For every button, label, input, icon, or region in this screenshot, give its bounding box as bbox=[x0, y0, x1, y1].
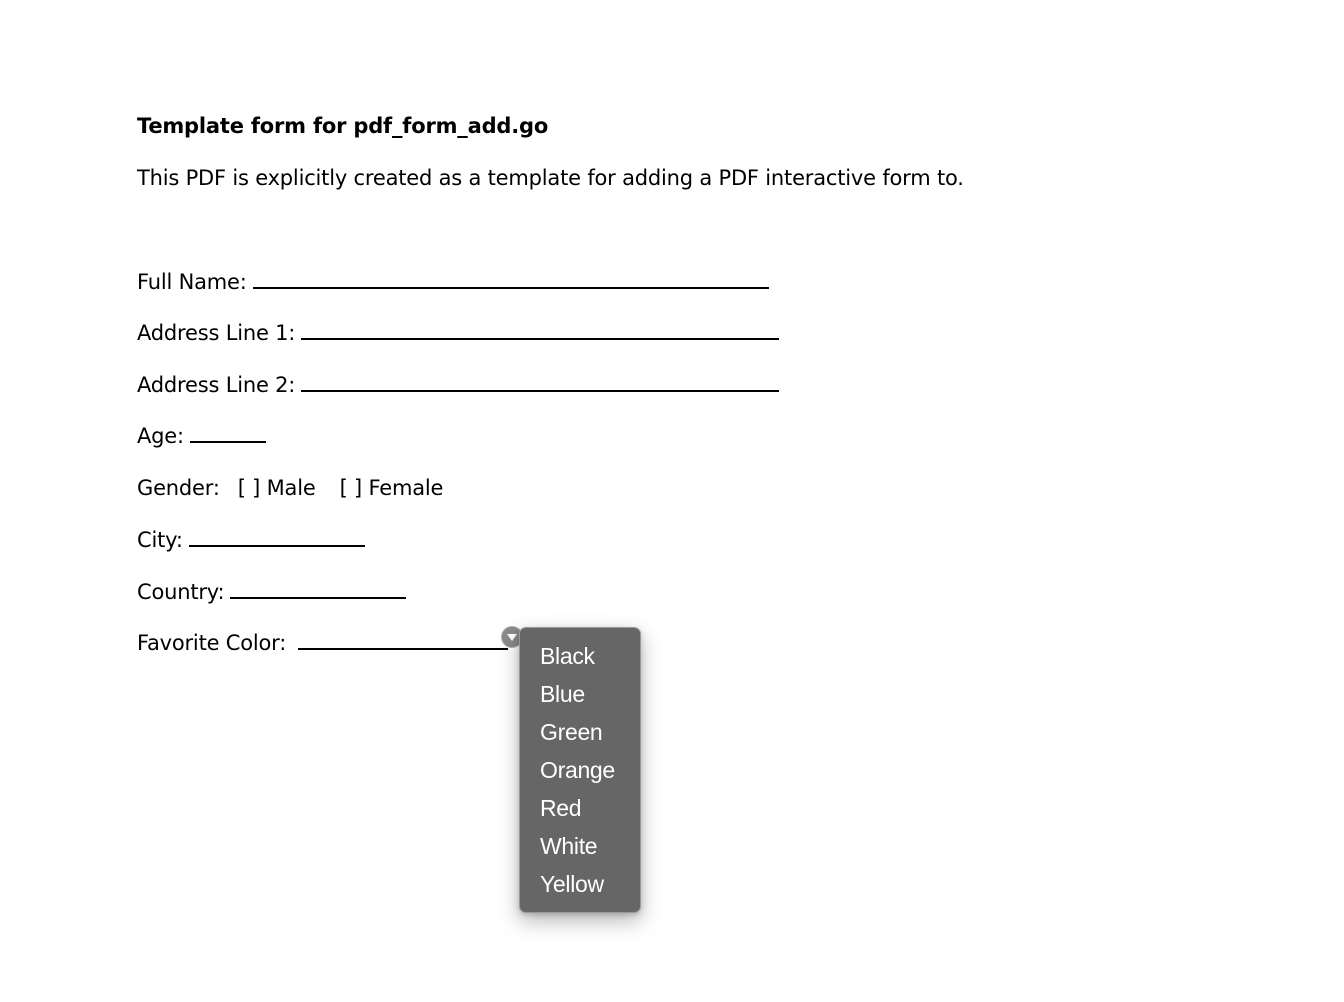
address-line-2-field[interactable] bbox=[301, 376, 779, 392]
dropdown-option-orange[interactable]: Orange bbox=[540, 757, 615, 783]
document-title: Template form for pdf_form_add.go bbox=[137, 114, 549, 138]
gender-label: Gender: bbox=[137, 476, 220, 500]
dropdown-option-green[interactable]: Green bbox=[540, 719, 603, 745]
dropdown-option-white[interactable]: White bbox=[540, 833, 598, 859]
age-field[interactable] bbox=[190, 427, 266, 443]
country-field[interactable] bbox=[230, 583, 406, 599]
favorite-color-row bbox=[137, 631, 508, 655]
chevron-down-icon-glyph bbox=[506, 632, 518, 642]
city-label: City: bbox=[137, 528, 183, 552]
dropdown-option-yellow[interactable]: Yellow bbox=[540, 871, 604, 897]
address-line-2-row bbox=[137, 373, 779, 397]
dropdown-option-blue[interactable]: Blue bbox=[540, 681, 585, 707]
country-row bbox=[137, 580, 406, 604]
address-line-2-label: Address Line 2: bbox=[137, 373, 296, 397]
document-description: This PDF is explicitly created as a template for adding a PDF interactive form to. bbox=[137, 166, 964, 190]
address-line-1-row bbox=[137, 321, 779, 345]
age-label: Age: bbox=[137, 424, 184, 448]
dropdown-option-red[interactable]: Red bbox=[540, 795, 582, 821]
address-line-1-field[interactable] bbox=[301, 324, 779, 340]
gender-male-option[interactable]: [ ] Male bbox=[237, 476, 316, 500]
favorite-color-field[interactable] bbox=[298, 634, 508, 650]
full-name-row bbox=[137, 270, 769, 294]
gender-female-option[interactable]: [ ] Female bbox=[339, 476, 444, 500]
full-name-label: Full Name: bbox=[137, 270, 247, 294]
gender-row bbox=[137, 476, 443, 500]
country-label: Country: bbox=[137, 580, 225, 604]
address-line-1-label: Address Line 1: bbox=[137, 321, 296, 345]
dropdown-option-black[interactable]: Black bbox=[540, 643, 595, 669]
full-name-field[interactable] bbox=[253, 273, 769, 289]
age-row bbox=[137, 424, 266, 448]
favorite-color-dropdown-menu[interactable] bbox=[519, 627, 641, 913]
city-row bbox=[137, 528, 365, 552]
city-field[interactable] bbox=[189, 531, 365, 547]
favorite-color-label: Favorite Color: bbox=[137, 631, 287, 655]
